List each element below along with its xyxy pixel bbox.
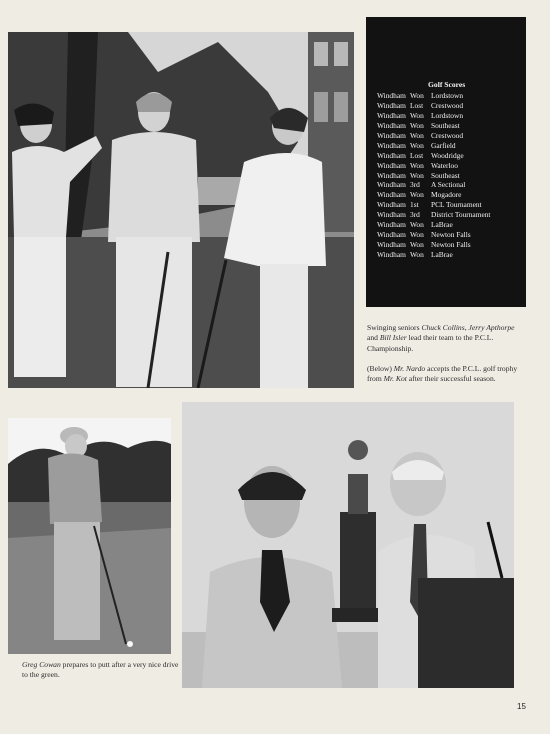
score-opponent: Garfield <box>431 140 456 150</box>
score-result: 1st <box>410 200 419 210</box>
score-result: Won <box>410 130 424 140</box>
trophy-caption: (Below) Mr. Nardo accepts the P.C.L. golf trophy from Mr. Kot after their successful season. <box>367 364 518 384</box>
golfers-group-photo <box>8 32 354 388</box>
score-row <box>377 111 525 121</box>
score-result: Won <box>410 110 424 120</box>
caption-name: Chuck Collins <box>421 323 465 332</box>
score-row <box>377 91 525 101</box>
score-team: Windham <box>377 91 406 100</box>
score-opponent: Woodridge <box>431 150 464 160</box>
score-team: Windham <box>377 130 406 140</box>
score-opponent: PCL Tournament <box>431 200 482 210</box>
score-opponent: LaBrae <box>431 220 453 230</box>
score-team: Windham <box>377 120 406 130</box>
caption-name: Bill Isler <box>379 333 407 343</box>
score-team: Windham <box>377 140 406 150</box>
caption-name: Mr. Nardo <box>393 364 426 373</box>
score-team: Windham <box>377 190 406 200</box>
score-row <box>377 121 525 131</box>
score-result: 3rd <box>410 210 420 220</box>
score-row <box>377 200 525 210</box>
score-result: Won <box>410 160 424 170</box>
score-team: Windham <box>377 170 406 180</box>
score-row <box>377 230 525 240</box>
score-row <box>377 161 525 171</box>
score-team: Windham <box>377 150 406 160</box>
golf-scores-panel <box>366 17 526 307</box>
score-row <box>377 101 525 111</box>
score-result: Won <box>410 230 424 240</box>
golf-scores-title: Golf Scores <box>428 80 466 89</box>
score-team: Windham <box>377 100 406 110</box>
score-row <box>377 240 525 250</box>
score-opponent: District Tournament <box>431 210 491 220</box>
caption-name: Jerry Apthorpe <box>468 323 515 332</box>
score-row <box>377 250 525 260</box>
score-team: Windham <box>377 180 406 190</box>
trophy-presentation-photo <box>182 402 514 688</box>
score-opponent: Waterloo <box>431 160 458 170</box>
score-opponent: Southeast <box>431 120 460 130</box>
score-result: Won <box>410 140 424 150</box>
score-row <box>377 180 525 190</box>
score-result: Lost <box>410 150 424 160</box>
score-team: Windham <box>377 250 406 259</box>
score-opponent: Newton Falls <box>431 240 471 250</box>
score-row <box>377 141 525 151</box>
score-opponent: Lordstown <box>431 91 464 100</box>
score-team: Windham <box>377 240 406 250</box>
score-team: Windham <box>377 110 406 120</box>
score-result: Won <box>410 91 424 100</box>
score-result: Won <box>410 240 424 250</box>
score-result: Won <box>410 250 424 259</box>
caption-name: Mr. Kot <box>383 374 407 384</box>
score-result: Won <box>410 190 424 200</box>
score-team: Windham <box>377 220 406 230</box>
score-opponent: Newton Falls <box>431 230 471 240</box>
score-opponent: A Sectional <box>431 180 466 190</box>
golfer-putting-photo <box>8 418 171 654</box>
score-row <box>377 210 525 220</box>
page-number: 15 <box>517 702 526 711</box>
caption-name: Greg Cowan <box>22 660 61 669</box>
score-opponent: LaBrae <box>431 250 453 259</box>
golf-scores-list <box>377 91 525 260</box>
score-row <box>377 151 525 161</box>
score-row <box>377 220 525 230</box>
score-row <box>377 131 525 141</box>
seniors-caption: Swinging seniors Chuck Collins, Jerry Apthorpe and Bill Isler lead their team to the P.C.L. Championship. <box>367 323 515 353</box>
score-opponent: Crestwood <box>431 130 464 140</box>
score-result: Won <box>410 170 424 180</box>
score-opponent: Lordstown <box>431 110 464 120</box>
putt-caption: Greg Cowan prepares to putt after a very nice drive to the green. <box>22 660 179 680</box>
score-team: Windham <box>377 210 406 220</box>
score-row <box>377 190 525 200</box>
score-team: Windham <box>377 160 406 170</box>
score-opponent: Mogadore <box>431 190 462 200</box>
score-result: 3rd <box>410 180 420 190</box>
score-team: Windham <box>377 230 406 240</box>
score-result: Won <box>410 220 424 230</box>
score-opponent: Crestwood <box>431 100 464 110</box>
score-team: Windham <box>377 200 406 210</box>
score-row <box>377 171 525 181</box>
score-opponent: Southeast <box>431 170 460 180</box>
score-result: Won <box>410 120 424 130</box>
score-result: Lost <box>410 100 424 110</box>
